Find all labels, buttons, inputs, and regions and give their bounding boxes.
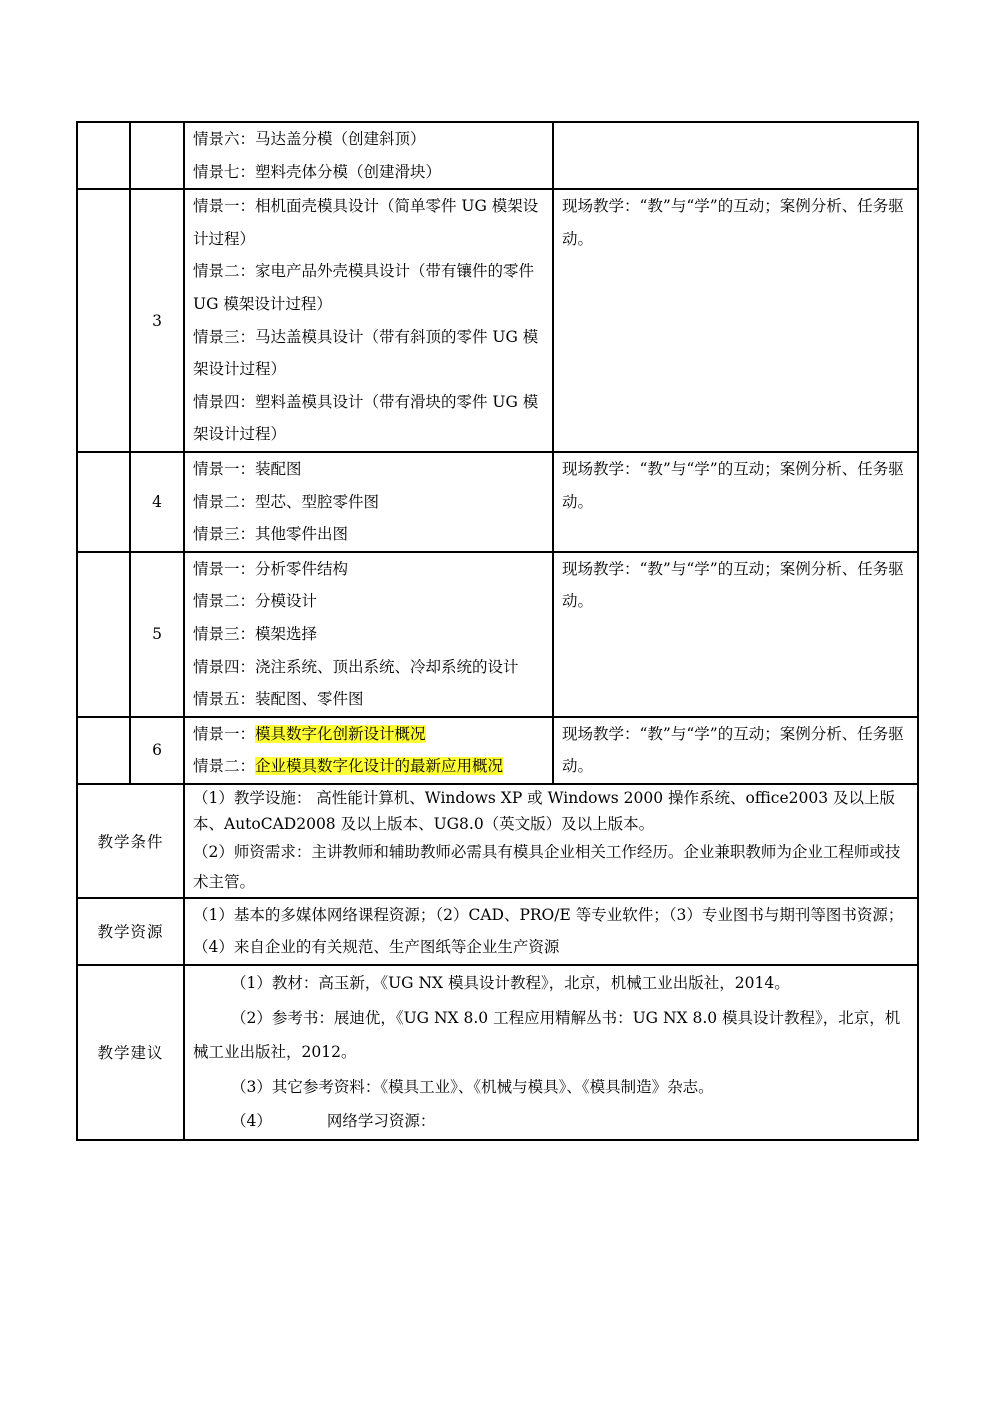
suggestions-cell <box>184 965 918 1140</box>
table-row <box>77 189 918 452</box>
module-number: 3 <box>130 189 184 452</box>
method-text: 现场教学：“教”与“学”的互动；案例分析、任务驱动。 <box>562 559 904 611</box>
scenario-prefix: 情景一： <box>193 724 256 743</box>
scenario-line <box>193 750 544 783</box>
scenario-line: 情景一：分析零件结构 <box>193 559 349 578</box>
table-row <box>77 784 918 898</box>
scenario-cell <box>184 122 553 189</box>
conditions-label: 教学条件 <box>77 784 184 898</box>
resources-cell <box>184 898 918 965</box>
scenario-line: 情景三：模架选择 <box>193 624 318 643</box>
suggestion-other: （3）其它参考资料：《模具工业》、《机械与模具》、《模具制造》杂志。 <box>231 1077 714 1096</box>
scenario-cell <box>184 552 553 717</box>
method-text: 现场教学：“教”与“学”的互动；案例分析、任务驱动。 <box>562 459 904 511</box>
scenario-cell <box>184 189 553 452</box>
module-number <box>130 122 184 189</box>
table-row <box>77 452 918 552</box>
method-cell <box>553 122 918 189</box>
table-row <box>77 122 918 189</box>
scenario-line: 情景一：装配图 <box>193 459 302 478</box>
conditions-line: （1）教学设施： 高性能计算机、Windows XP 或 Windows 2000 操作系统、office2003 及以上版本、AutoCAD2008 及以上版本、UG8.0（英文版）及以上版本。 <box>193 788 896 833</box>
table-row <box>77 717 918 784</box>
conditions-line: （2）师资需求：主讲教师和辅助教师必需具有模具企业相关工作经历。企业兼职教师为企业工程师或技术主管。 <box>193 842 901 891</box>
scenario-line: 情景五：装配图、零件图 <box>193 690 364 709</box>
table-row <box>77 898 918 965</box>
suggestion-textbook: （1）教材：高玉新，《UG NX 模具设计教程》，北京，机械工业出版社，2014。 <box>231 974 790 993</box>
blank-cell <box>77 452 130 552</box>
module-number: 4 <box>130 452 184 552</box>
method-cell <box>553 552 918 717</box>
scenario-cell <box>184 452 553 552</box>
method-cell <box>553 452 918 552</box>
suggestions-label: 教学建议 <box>77 965 184 1140</box>
scenario-line: 情景四：塑料盖模具设计（带有滑块的零件 UG 模架设计过程） <box>193 392 539 444</box>
scenario-line: 情景二：型芯、型腔零件图 <box>193 492 380 511</box>
curriculum-table <box>76 121 919 1141</box>
resources-text: （1）基本的多媒体网络课程资源；（2）CAD、PRO/E 等专业软件；（3）专业图书与期刊等图书资源；（4）来自企业的有关规范、生产图纸等企业生产资源 <box>193 905 904 957</box>
method-text: 现场教学：“教”与“学”的互动；案例分析、任务驱动。 <box>562 724 904 776</box>
highlighted-text: 模具数字化创新设计概况 <box>255 724 426 743</box>
scenario-line: 情景二：家电产品外壳模具设计（带有镶件的零件 UG 模架设计过程） <box>193 262 535 313</box>
method-cell <box>553 717 918 784</box>
suggestion-online-text: 网络学习资源： <box>326 1112 436 1131</box>
highlighted-text: 企业模具数字化设计的最新应用概况 <box>255 757 504 776</box>
suggestion-online <box>193 1104 909 1139</box>
scenario-line: 情景二：分模设计 <box>193 592 318 611</box>
conditions-cell <box>184 784 918 898</box>
scenario-line: 情景一：相机面壳模具设计（简单零件 UG 模架设计过程） <box>193 197 539 248</box>
blank-cell <box>77 122 130 189</box>
blank-cell <box>77 189 130 452</box>
scenario-cell <box>184 717 553 784</box>
scenario-line <box>193 718 544 751</box>
scenario-line: 情景三：其他零件出图 <box>193 525 349 544</box>
table-row <box>77 552 918 717</box>
blank-cell <box>77 717 130 784</box>
method-cell <box>553 189 918 452</box>
scenario-line: 情景三：马达盖模具设计（带有斜顶的零件 UG 模架设计过程） <box>193 327 539 379</box>
module-number: 6 <box>130 717 184 784</box>
scenario-line: 情景七：塑料壳体分模（创建滑块） <box>193 162 442 181</box>
suggestion-reference: （2）参考书：展迪优，《UG NX 8.0 工程应用精解丛书：UG NX 8.0 模具设计教程》，北京，机械工业出版社，2012。 <box>193 1008 901 1062</box>
blank-cell <box>77 552 130 717</box>
resources-label: 教学资源 <box>77 898 184 965</box>
suggestion-online-number: （4） <box>231 1112 272 1131</box>
method-text: 现场教学：“教”与“学”的互动；案例分析、任务驱动。 <box>562 197 904 248</box>
table-row <box>77 965 918 1140</box>
scenario-line: 情景六：马达盖分模（创建斜顶） <box>193 130 426 148</box>
scenario-line: 情景四：浇注系统、顶出系统、冷却系统的设计 <box>193 657 519 676</box>
scenario-prefix: 情景二： <box>193 757 256 776</box>
module-number: 5 <box>130 552 184 717</box>
